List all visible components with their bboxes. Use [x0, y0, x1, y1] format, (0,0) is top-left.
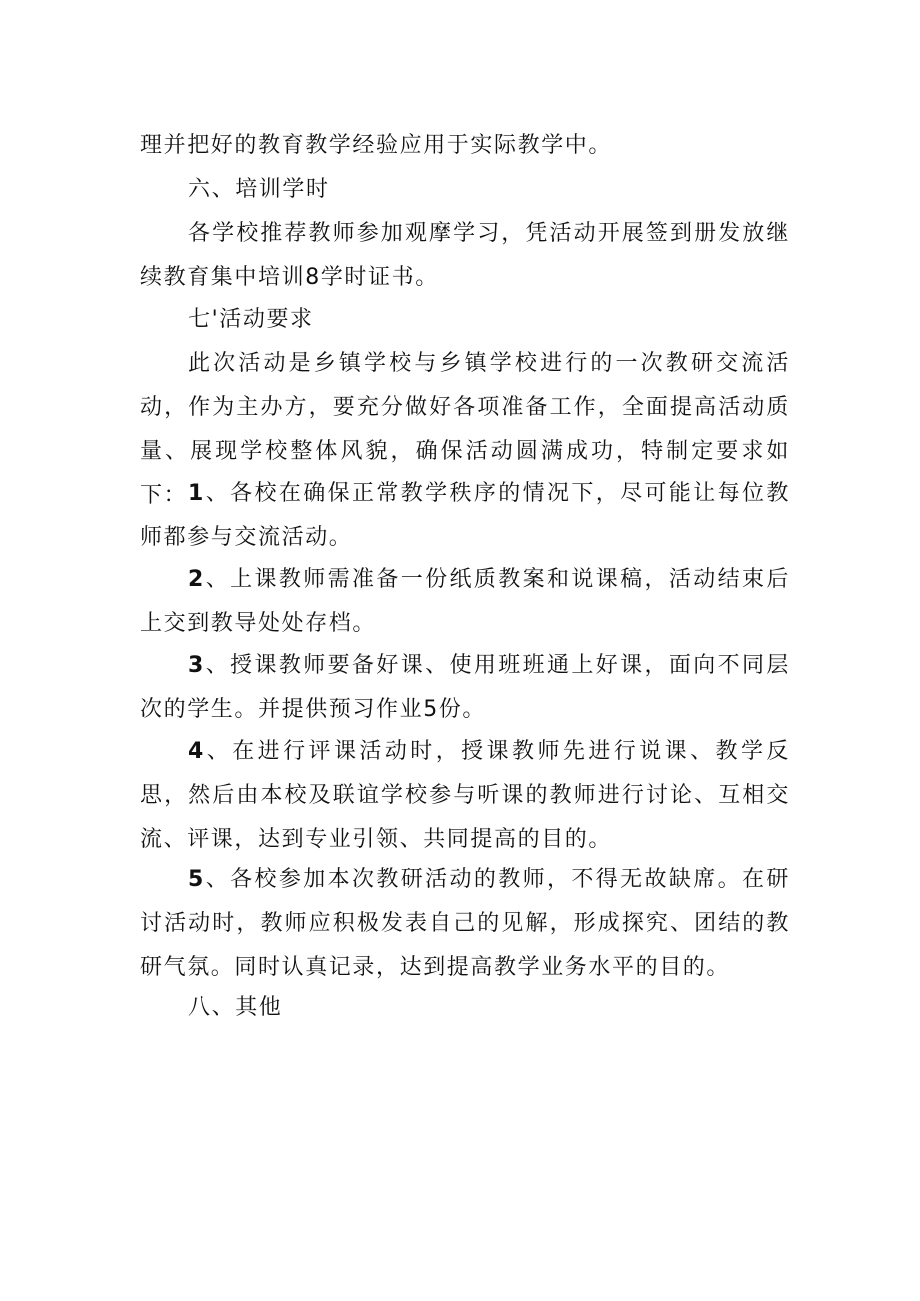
paragraph-training-hours: 各学校推荐教师参加观摩学习，凭活动开展签到册发放继续教育集中培训8学时证书。 [140, 221, 790, 290]
heading-seven-activity-requirements: 七'活动要求 [188, 307, 314, 332]
list-item-text: 、授课教师要备好课、使用班班通上好课，面向不同层次的学生。并提供预习作业5份。 [140, 653, 790, 722]
heading-eight-other: 八、其他 [188, 995, 283, 1020]
list-item-1 [140, 472, 790, 560]
list-item-text: 、各校在确保正常教学秩序的情况下，尽可能让每位教师都参与交流活动。 [140, 481, 790, 550]
list-item-4 [140, 730, 790, 862]
list-item-2 [140, 558, 790, 646]
list-item-3 [140, 644, 790, 732]
heading-six-training-hours: 六、培训学时 [188, 177, 330, 202]
list-item-text: 、在进行评课活动时，授课教师先进行说课、教学反思，然后由本校及联谊学校参与听课的教师进行讨论、互相交流、评课，达到专业引领、共同提高的目的。 [140, 739, 790, 852]
list-item-5 [140, 858, 790, 990]
list-item-text: 、上课教师需准备一份纸质教案和说课稿，活动结束后上交到教导处处存档。 [140, 567, 790, 636]
list-item-number: 4 [188, 739, 205, 764]
list-item-number: 2 [188, 567, 205, 592]
list-item-number: 5 [188, 867, 205, 892]
list-item-text: 、各校参加本次教研活动的教师，不得无故缺席。在研讨活动时，教师应积极发表自己的见解，形成探究、团结的教研气氛。同时认真记录，达到提高教学业务水平的目的。 [140, 867, 790, 980]
paragraph-intro-tail: 理并把好的教育教学经验应用于实际教学中。 [140, 133, 613, 158]
paragraph-activity-requirements: 此次活动是乡镇学校与乡镇学校进行的一次教研交流活动，作为主办方，要充分做好各项准备工作，全面提高活动质量、展现学校整体风貌，确保活动圆满成功，特制定要求如下： [140, 351, 790, 508]
list-item-number: 3 [188, 653, 205, 678]
list-item-number: 1 [188, 481, 205, 506]
